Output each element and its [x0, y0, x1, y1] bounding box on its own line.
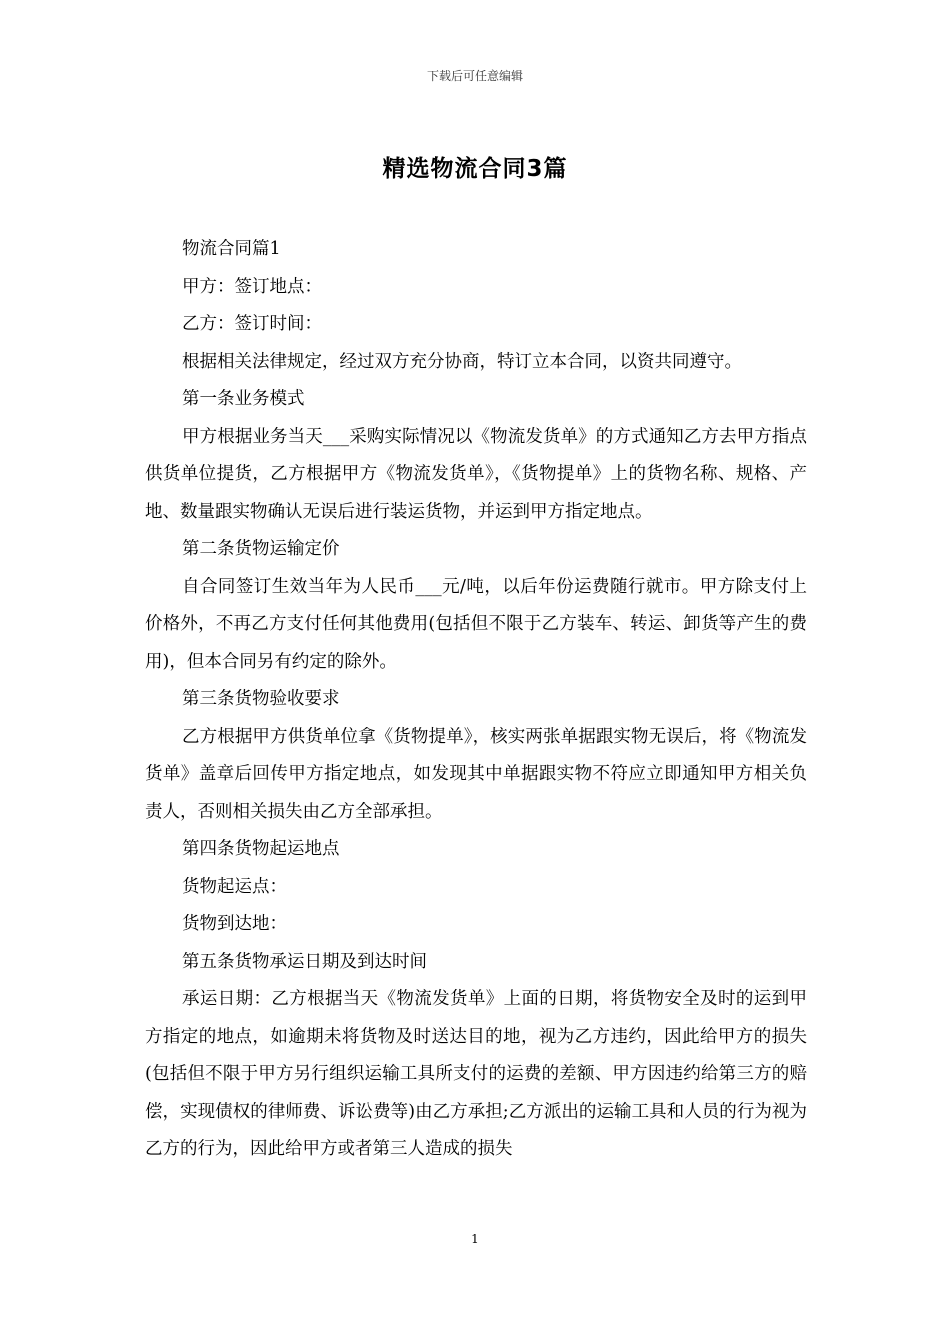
article-heading: 第二条货物运输定价 — [182, 539, 340, 559]
article-heading: 第四条货物起运地点 — [182, 839, 340, 859]
origin-line: 货物起运点： — [182, 876, 287, 897]
destination-line: 货物到达地： — [182, 914, 287, 934]
page-number: 1 — [471, 1232, 479, 1246]
party-a-line: 甲方：签订地点： — [182, 276, 322, 297]
article-heading: 第三条货物验收要求 — [182, 689, 340, 709]
article-paragraph: 乙方根据甲方供货单位拿《货物提单》，核实两张单据跟实物无误后，将《物流发货单》盖章后回传甲方指定地点，如发现其中单据跟实物不符应立即通知甲方相关负责人，否则相关损失由乙方全部承担。 — [145, 726, 807, 822]
article-paragraph: 甲方根据业务当天___采购实际情况以《物流发货单》的方式通知乙方去甲方指点供货单位提货，乙方根据甲方《物流发货单》，《货物提单》上的货物名称、规格、产地、数量跟实物确认无误后进行装运货物，并运到甲方指定地点。 — [145, 426, 807, 522]
section-heading: 物流合同篇1 — [182, 239, 281, 259]
article-paragraph: 承运日期：乙方根据当天《物流发货单》上面的日期，将货物安全及时的运到甲方指定的地点，如逾期未将货物及时送达目的地，视为乙方违约，因此给甲方的损失(包括但不限于甲方另行组织运输工具所支付的运费的差额、甲方因违约给第三方的赔偿，实现债权的律师费、诉讼费等)由乙方承担;乙方派出的运输工具和人员的行为视为乙方的行为，因此给甲方或者第三人造成的损失 — [145, 989, 807, 1159]
article-heading: 第一条业务模式 — [182, 389, 305, 409]
party-b-line: 乙方：签订时间： — [182, 314, 322, 334]
preamble-paragraph: 根据相关法律规定，经过双方充分协商，特订立本合同，以资共同遵守。 — [182, 351, 742, 372]
document-body — [145, 231, 807, 1169]
article-heading: 第五条货物承运日期及到达时间 — [182, 951, 427, 972]
document-title: 精选物流合同3篇 — [382, 156, 568, 182]
article-paragraph: 自合同签订生效当年为人民币___元/吨，以后年份运费随行就市。甲方除支付上价格外，不再乙方支付任何其他费用(包括但不限于乙方装车、转运、卸货等产生的费用)，但本合同另有约定的除外。 — [145, 576, 807, 672]
header-note: 下载后可任意编辑 — [426, 69, 523, 83]
